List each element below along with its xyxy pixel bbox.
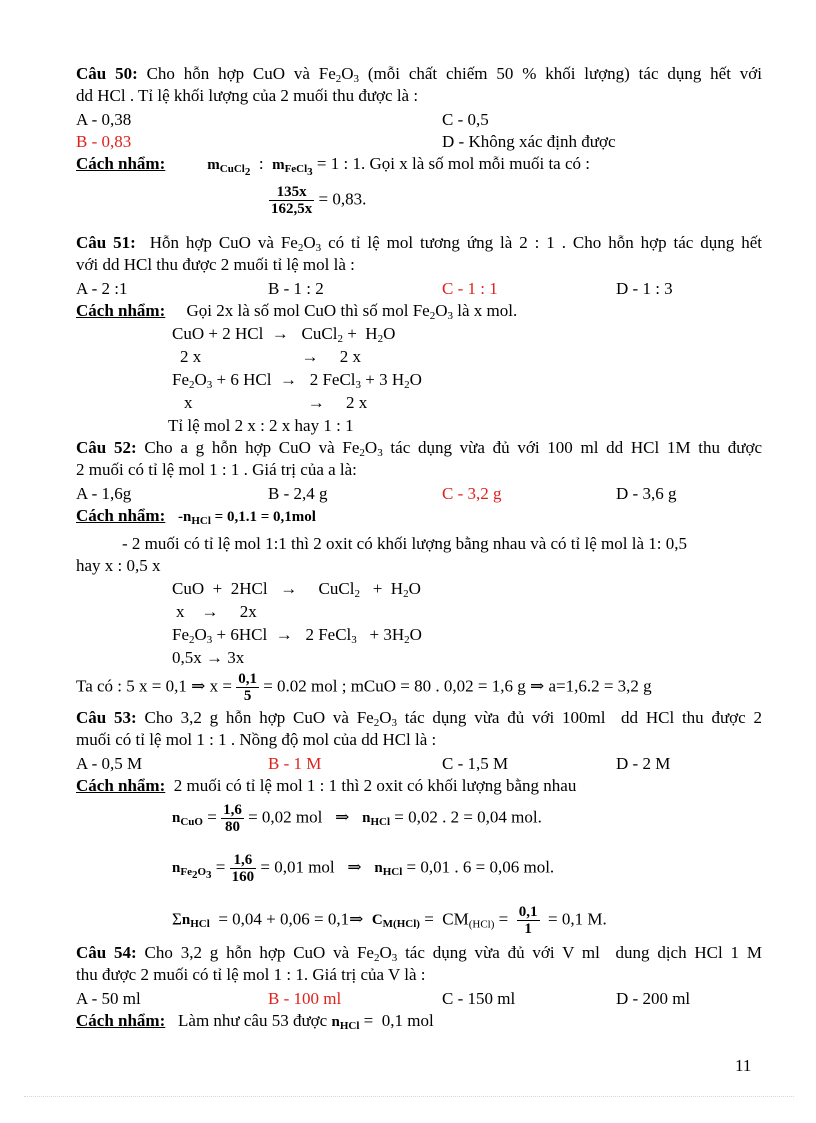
q50-options-2 bbox=[76, 132, 762, 152]
q52-eq2-mol: 0,5x → 3x bbox=[172, 648, 245, 667]
q51-eq1-mol: 2 x → 2 x bbox=[180, 347, 361, 366]
q51-option-d: D - 1 : 3 bbox=[616, 279, 673, 298]
q53-option-b: B - 1 M bbox=[268, 754, 322, 773]
q50-stem-2: dd HCl . Tỉ lệ khối lượng của 2 muối thu được là : bbox=[76, 86, 419, 105]
q52-stem-1: Câu 52: Cho a g hỗn hợp CuO và $Fe_2O_3$ tác dụng vừa đủ với 100 ml dd HCl 1M thu được bbox=[76, 438, 762, 459]
q51-option-a: A - 2 :1 bbox=[76, 279, 128, 298]
q53-method: Cách nhẩm: 2 muối có tỉ lệ mol 1 : 1 thì 2 oxit có khối lượng bằng nhau bbox=[76, 776, 577, 795]
q53-row2: $n_{Fe_2O_3}$ = $\frac{1,6}{160}$ = 0,01 mol ⇒ $n_{HCl} = 0,01$ . 6 = 0,06 mol. bbox=[172, 852, 555, 885]
page-divider bbox=[24, 1096, 794, 1097]
q50-option-c: C - 0,5 bbox=[442, 110, 489, 129]
q52-options bbox=[76, 484, 762, 504]
q54-options bbox=[76, 989, 762, 1009]
q50-option-d: D - Không xác định được bbox=[442, 132, 616, 151]
q52-eq2: $Fe_2O_3 + 6HCl \to 2$ FeCl$_3$ + $3H_2O$ bbox=[172, 625, 422, 646]
q51-eq1: CuO + 2 HCl → CuCl$_2$ + $H_2O$ bbox=[172, 324, 396, 345]
q52-eq1-mol: x → 2x bbox=[176, 602, 257, 621]
page-number: 11 bbox=[735, 1056, 752, 1075]
q50-options bbox=[76, 110, 762, 130]
q51-method: Cách nhẩm: Gọi 2x là số mol CuO thì số mol $Fe_2O_3$ là x mol. bbox=[76, 301, 518, 322]
q53-stem-2: muối có tỉ lệ mol 1 : 1 . Nồng độ mol của dd HCl là : bbox=[76, 730, 437, 749]
q50-option-b: B - 0,83 bbox=[76, 132, 132, 151]
q54-option-b: B - 100 ml bbox=[268, 989, 342, 1008]
q54-method: Cách nhẩm: Làm như câu 53 được $n_{HCl} = 0,1$ mol bbox=[76, 1011, 434, 1032]
q50-fraction: $\frac{135x}{162,5x}$ = 0,83. bbox=[271, 184, 367, 217]
q53-options bbox=[76, 754, 762, 774]
q52-final: Ta có : 5 x = 0,1 ⇒ x = $\frac{0,1}{5}$ = 0.02 mol ; mCuO = 80 . 0,02 = 1,6 g ⇒ a=1,6.2 = 3,2 g bbox=[76, 671, 652, 704]
q53-option-c: C - 1,5 M bbox=[442, 754, 509, 773]
q54-option-c: C - 150 ml bbox=[442, 989, 516, 1008]
q53-option-a: A - 0,5 M bbox=[76, 754, 143, 773]
q52-option-b: B - 2,4 g bbox=[268, 484, 328, 503]
q51-option-b: B - 1 : 2 bbox=[268, 279, 324, 298]
q52-reason-2: hay x : 0,5 x bbox=[76, 556, 161, 575]
q53-row3: $\Sigma n_{HCl} = 0,04 + 0,06$ = 0,1⇒ $C_{M(HCl)} = CM_{(HCl)}$ = $\frac{0,1}{1}$ = 0,1 M. bbox=[172, 904, 607, 937]
q52-eq1: CuO + 2HCl → CuCl$_2$ + $H_2O$ bbox=[172, 579, 421, 600]
q53-stem-1: Câu 53: Cho 3,2 g hỗn hợp CuO và $Fe_2O_3$ tác dụng vừa đủ với 100ml dd HCl thu được 2 bbox=[76, 708, 762, 729]
q51-option-c: C - 1 : 1 bbox=[442, 279, 498, 298]
q51-eq2: $Fe_2O_3 + 6$ HCl → 2 FeCl$_3$ + 3 $H_2O$ bbox=[172, 370, 422, 391]
q54-option-a: A - 50 ml bbox=[76, 989, 141, 1008]
q50-stem-1: Câu 50: Cho hỗn hợp CuO và $Fe_2O_3$ (mỗi chất chiếm 50 % khối lượng) tác dụng hết với bbox=[76, 64, 762, 85]
q50-method: Cách nhẩm: $m_{CuCl_2}$ : $m_{FeCl_3} = 1$ : 1. Gọi x là số mol mỗi muối ta có : bbox=[76, 154, 590, 178]
q50-option-a: A - 0,38 bbox=[76, 110, 132, 129]
q51-stem-1: Câu 51: Hỗn hợp CuO và $Fe_2O_3$ có tỉ lệ mol tương ứng là 2 : 1 . Cho hỗn hợp tác dụng hết bbox=[76, 233, 762, 254]
q52-method: Cách nhẩm: $-n_{HCl} = 0,1.1 = 0,1mol$ bbox=[76, 506, 316, 527]
q54-stem-1: Câu 54: Cho 3,2 g hỗn hợp CuO và $Fe_2O_3$ tác dụng vừa đủ với V ml dung dịch HCl 1 M bbox=[76, 943, 762, 964]
q51-eq2-mol: x → 2 x bbox=[184, 393, 368, 412]
q52-option-a: A - 1,6g bbox=[76, 484, 132, 503]
q51-ratio: Tỉ lệ mol 2 x : 2 x hay 1 : 1 bbox=[168, 416, 354, 435]
q52-option-c: C - 3,2 g bbox=[442, 484, 502, 503]
q52-option-d: D - 3,6 g bbox=[616, 484, 677, 503]
q51-stem-2: với dd HCl thu được 2 muối tỉ lệ mol là : bbox=[76, 255, 355, 274]
q53-option-d: D - 2 M bbox=[616, 754, 671, 773]
q54-option-d: D - 200 ml bbox=[616, 989, 691, 1008]
q52-stem-2: 2 muối có tỉ lệ mol 1 : 1 . Giá trị của a là: bbox=[76, 460, 357, 479]
q53-row1: $n_{CuO}$ = $\frac{1,6}{80}$ = 0,02 mol ⇒ $n_{HCl} = 0,02$ . 2 = 0,04 mol. bbox=[172, 802, 542, 835]
q52-reason: - 2 muối có tỉ lệ mol 1:1 thì 2 oxit có khối lượng bằng nhau và có tỉ lệ mol là 1: 0,5 bbox=[122, 534, 687, 553]
q54-stem-2: thu được 2 muối có tỉ lệ mol 1 : 1. Giá trị của V là : bbox=[76, 965, 426, 984]
q51-options bbox=[76, 279, 762, 299]
